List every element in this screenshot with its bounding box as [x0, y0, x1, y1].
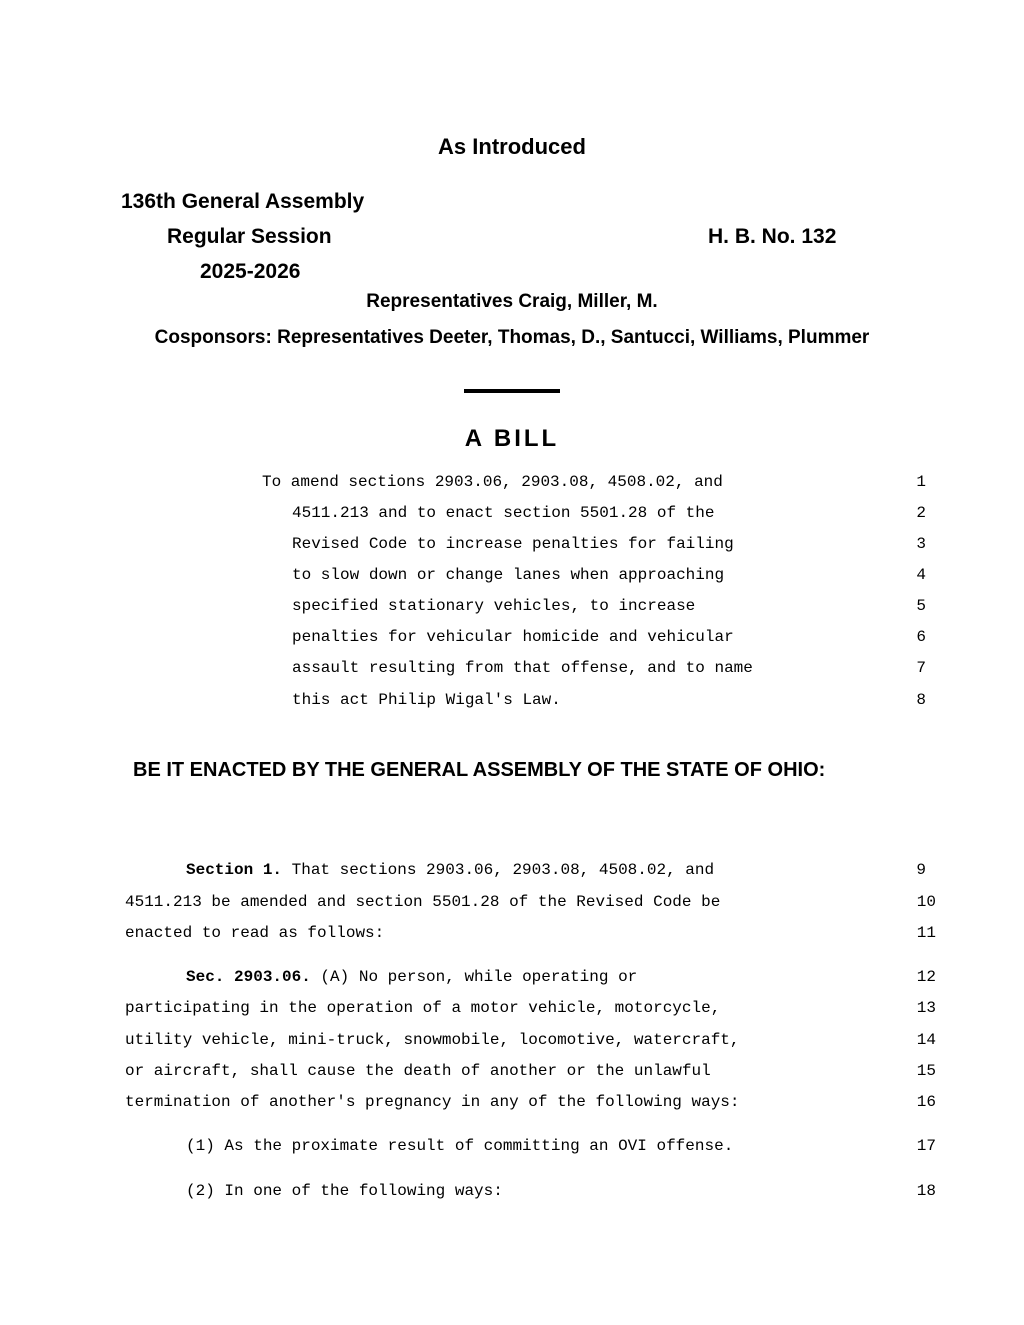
cosponsors: Cosponsors: Representatives Deeter, Thomas, D., Santucci, Williams, Plummer — [154, 327, 870, 348]
line-number: 13 — [916, 999, 936, 1017]
line-number: 8 — [916, 691, 926, 709]
bill-number: H. B. No. 132 — [708, 225, 837, 248]
line-number: 9 — [916, 861, 926, 879]
section-2903-06-line: participating in the operation of a motor vehicle, motorcycle, — [125, 999, 721, 1017]
section-2903-06-line: or aircraft, shall cause the death of another or the unlawful — [125, 1062, 711, 1080]
section-2903-06-text: (A) No person, while operating or — [310, 968, 638, 986]
line-number: 4 — [916, 566, 926, 584]
session-name: Regular Session — [167, 225, 332, 248]
bill-status: As Introduced — [438, 134, 586, 159]
title-line: penalties for vehicular homicide and vehicular — [292, 628, 734, 646]
title-line: to slow down or change lanes when approaching — [292, 566, 725, 584]
line-number: 7 — [916, 659, 926, 677]
line-number: 3 — [916, 535, 926, 553]
title-divider — [464, 389, 560, 393]
general-assembly: 136th General Assembly — [121, 190, 365, 213]
title-line: this act Philip Wigal's Law. — [292, 691, 561, 709]
title-line: Revised Code to increase penalties for failing — [292, 535, 734, 553]
line-number: 15 — [916, 1062, 936, 1080]
section-2903-06-first-line — [186, 967, 637, 987]
section-2903-06-label: Sec. 2903.06. — [186, 968, 311, 986]
session-years: 2025-2026 — [200, 260, 301, 283]
line-number: 10 — [916, 893, 936, 911]
line-number: 14 — [916, 1031, 936, 1049]
section-1-line: 4511.213 be amended and section 5501.28 of the Revised Code be — [125, 893, 721, 911]
section-2903-06-line: termination of another's pregnancy in any of the following ways: — [125, 1093, 740, 1111]
line-number: 17 — [916, 1137, 936, 1155]
section-1-line: enacted to read as follows: — [125, 924, 385, 942]
title-line: 4511.213 and to enact section 5501.28 of the — [292, 504, 715, 522]
section-1-label: Section 1. — [186, 861, 283, 879]
line-number: 6 — [916, 628, 926, 646]
title-line: assault resulting from that offense, and to name — [292, 659, 753, 677]
line-number: 18 — [916, 1182, 936, 1200]
section-1-first-line — [186, 860, 714, 880]
line-number: 1 — [916, 473, 926, 491]
title-line: specified stationary vehicles, to increase — [292, 597, 696, 615]
line-number: 16 — [916, 1093, 936, 1111]
line-number: 2 — [916, 504, 926, 522]
line-number: 12 — [916, 968, 936, 986]
bill-heading: A BILL — [464, 425, 560, 452]
section-2903-06-line: utility vehicle, mini-truck, snowmobile, locomotive, watercraft, — [125, 1031, 740, 1049]
division-a2: (2) In one of the following ways: — [186, 1182, 503, 1200]
section-1-text: That sections 2903.06, 2903.08, 4508.02, and — [282, 861, 715, 879]
division-a1: (1) As the proximate result of committing an OVI offense. — [186, 1137, 734, 1155]
line-number: 5 — [916, 597, 926, 615]
sponsors: Representatives Craig, Miller, M. — [366, 291, 658, 312]
title-line: To amend sections 2903.06, 2903.08, 4508.02, and — [262, 473, 723, 491]
enacting-clause: BE IT ENACTED BY THE GENERAL ASSEMBLY OF THE STATE OF OHIO: — [133, 759, 826, 781]
line-number: 11 — [916, 924, 936, 942]
